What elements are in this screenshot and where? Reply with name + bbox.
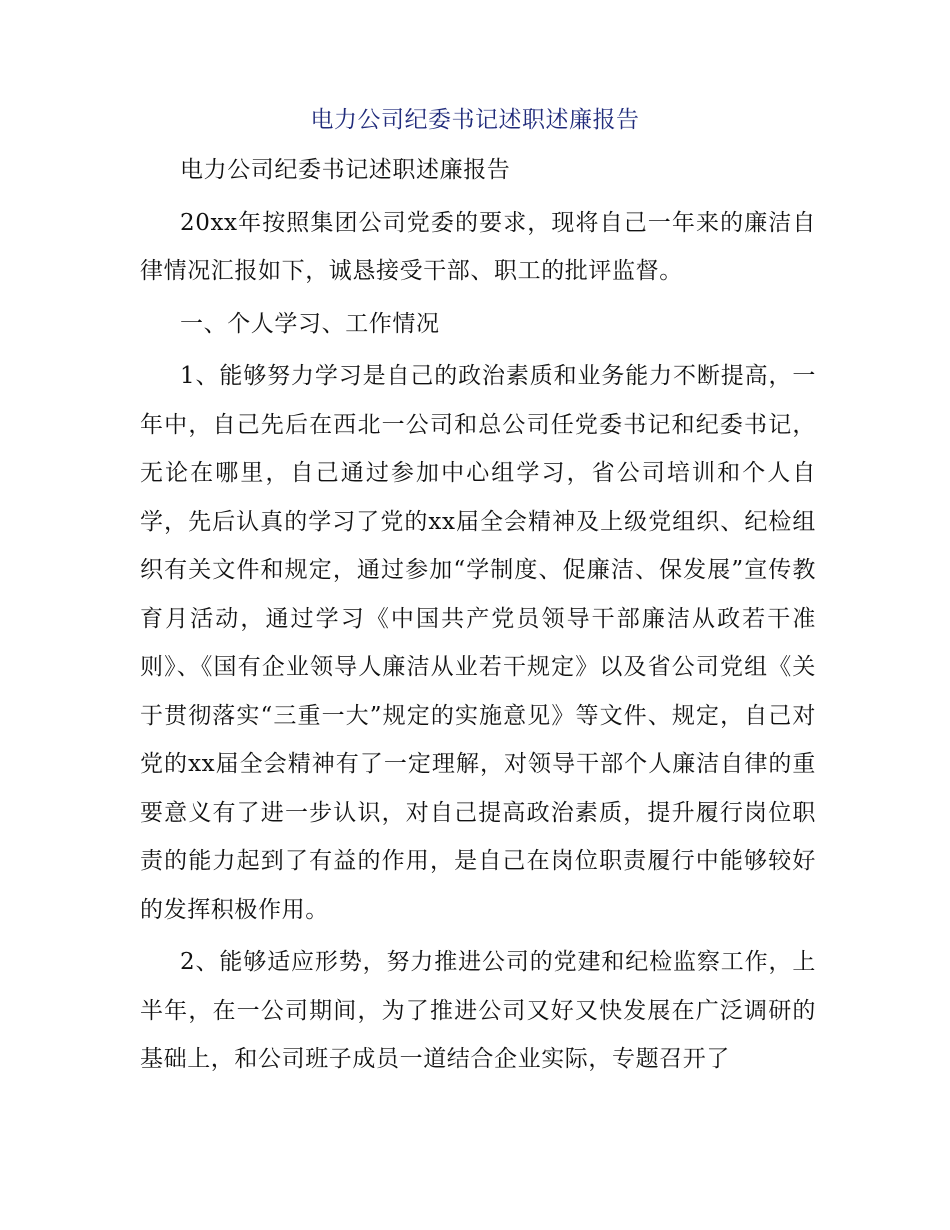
paragraph-subtitle: 电力公司纪委书记述职述廉报告: [180, 157, 511, 183]
paragraph-item-2: 2、能够适应形势，努力推进公司的党建和纪检监察工作，上半年，在一公司期间，为了推进公司又好又快发展在广泛调研的基础上，和公司班子成员一道结合企业实际，专题召开了: [140, 949, 816, 1072]
paragraph-intro: 20xx年按照集团公司党委的要求，现将自己一年来的廉洁自律情况汇报如下，诚恳接受干部、职工的批评监督。: [140, 209, 816, 284]
document-body: [140, 146, 816, 1088]
document-title: 电力公司纪委书记述职述廉报告: [310, 107, 640, 133]
paragraph-item-1: 1、能够努力学习是自己的政治素质和业务能力不断提高，一年中，自己先后在西北一公司和总公司任党委书记和纪委书记，无论在哪里，自己通过参加中心组学习，省公司培训和个人自学，先后认真的学习了党的xx届全会精神及上级党组织、纪检组织有关文件和规定，通过参加“学制度、促廉洁、保发展”宣传教育月活动，通过学习《中国共产党员领导干部廉洁从政若干准则》、《国有企业领导人廉洁从业若干规定》以及省公司党组《关于贯彻落实“三重一大”规定的实施意见》等文件、规定，自己对党的xx届全会精神有了一定理解，对领导干部个人廉洁自律的重要意义有了进一步认识，对自己提高政治素质，提升履行岗位职责的能力起到了有益的作用，是自己在岗位职责履行中能够较好的发挥积极作用。: [140, 363, 816, 923]
section-heading: 一、个人学习、工作情况: [180, 310, 440, 337]
